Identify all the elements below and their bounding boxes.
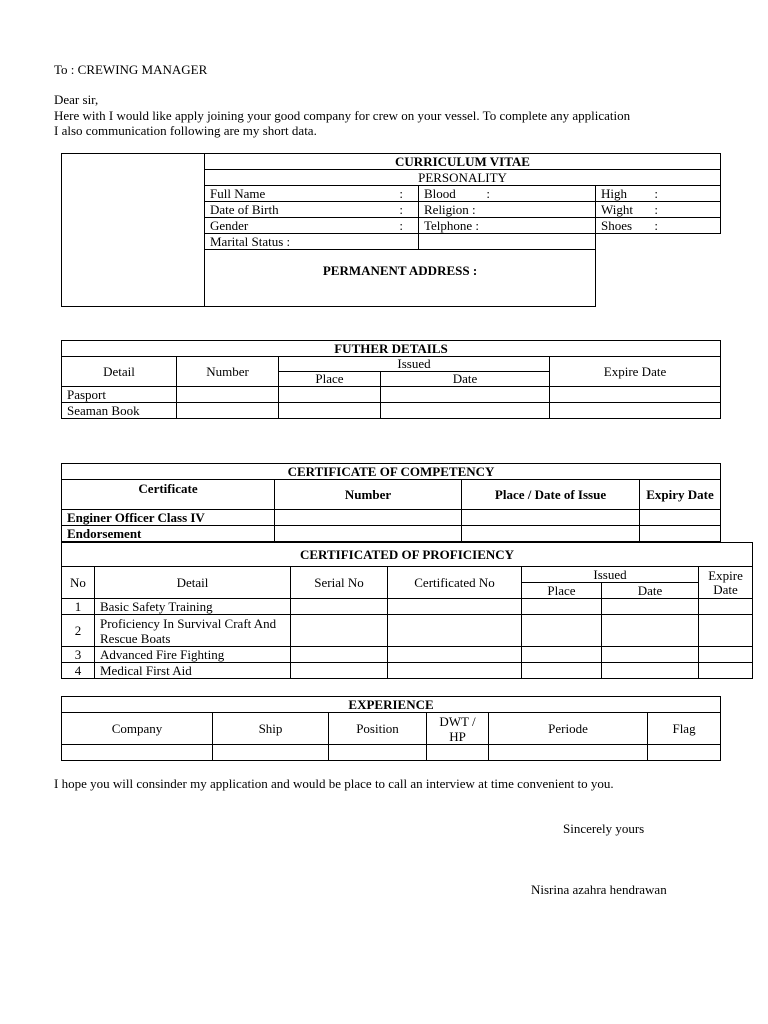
marital-status-label: Marital Status : xyxy=(205,234,419,250)
shoes-label: Shoes : xyxy=(596,218,721,234)
row-number: 3 xyxy=(62,647,95,663)
personality-heading: PERSONALITY xyxy=(205,170,721,186)
number-header: Number xyxy=(177,357,279,387)
certificated-no-header: Certificated No xyxy=(388,567,522,599)
proficiency-title: CERTIFICATED OF PROFICIENCY xyxy=(62,543,753,567)
photo-box xyxy=(62,154,205,307)
intro-line-2: I also communication following are my short data. xyxy=(54,123,317,138)
further-details-title: FUTHER DETAILS xyxy=(62,341,721,357)
gender-label: Gender : xyxy=(205,218,419,234)
row-detail: Medical First Aid xyxy=(95,663,291,679)
detail-header: Detail xyxy=(95,567,291,599)
place-header: Place xyxy=(279,372,381,387)
position-header: Position xyxy=(329,713,427,745)
date-header: Date xyxy=(602,583,699,599)
closing-line: I hope you will consinder my application and would be place to call an interview at time convenient to you. xyxy=(54,776,614,791)
dwt-hp-header: DWT / HP xyxy=(427,713,489,745)
place-header: Place xyxy=(522,583,602,599)
no-header: No xyxy=(62,567,95,599)
cv-title: CURRICULUM VITAE xyxy=(205,154,721,170)
sincerely-line: Sincerely yours xyxy=(563,821,645,836)
full-name-label: Full Name : xyxy=(205,186,419,202)
experience-table xyxy=(61,696,721,761)
issued-header: Issued xyxy=(279,357,550,372)
pasport-row-label: Pasport xyxy=(62,387,177,403)
place-date-header: Place / Date of Issue xyxy=(462,480,640,510)
cv-table xyxy=(61,153,721,307)
expire-date-header: Expire Date xyxy=(699,567,753,599)
wight-label: Wight : xyxy=(596,202,721,218)
religion-label: Religion : xyxy=(419,202,596,218)
date-header: Date xyxy=(381,372,550,387)
further-details-table xyxy=(61,340,721,419)
company-header: Company xyxy=(62,713,213,745)
experience-title: EXPERIENCE xyxy=(62,697,721,713)
serial-no-header: Serial No xyxy=(291,567,388,599)
row-detail: Basic Safety Training xyxy=(95,599,291,615)
row-number: 4 xyxy=(62,663,95,679)
competency-table xyxy=(61,463,721,542)
periode-header: Periode xyxy=(489,713,648,745)
certificate-header: Certificate xyxy=(62,480,275,510)
row-number: 2 xyxy=(62,615,95,647)
endorsement-row-label: Endorsement xyxy=(62,526,275,542)
signature-name: Nisrina azahra hendrawan xyxy=(531,882,667,897)
enginer-officer-row-label: Enginer Officer Class IV xyxy=(62,510,275,526)
row-number: 1 xyxy=(62,599,95,615)
row-detail: Proficiency In Survival Craft And Rescue Boats xyxy=(95,615,291,647)
proficiency-table xyxy=(61,542,753,679)
seaman-book-row-label: Seaman Book xyxy=(62,403,177,419)
expiry-date-header: Expiry Date xyxy=(640,480,721,510)
permanent-address-label: PERMANENT ADDRESS : xyxy=(205,250,596,307)
number-header: Number xyxy=(275,480,462,510)
issued-header: Issued xyxy=(522,567,699,583)
row-detail: Advanced Fire Fighting xyxy=(95,647,291,663)
competency-title: CERTIFICATE OF COMPETENCY xyxy=(62,464,721,480)
flag-header: Flag xyxy=(648,713,721,745)
ship-header: Ship xyxy=(213,713,329,745)
high-label: High : xyxy=(596,186,721,202)
salutation: Dear sir, xyxy=(54,92,99,107)
telphone-label: Telphone : xyxy=(419,218,596,234)
recipient-line: To : CREWING MANAGER xyxy=(54,62,208,77)
blood-label: Blood : xyxy=(419,186,596,202)
detail-header: Detail xyxy=(62,357,177,387)
expire-date-header: Expire Date xyxy=(550,357,721,387)
date-of-birth-label: Date of Birth : xyxy=(205,202,419,218)
marital-status-value xyxy=(419,234,596,250)
intro-line-1: Here with I would like apply joining your good company for crew on your vessel. To complete any application xyxy=(54,108,631,123)
